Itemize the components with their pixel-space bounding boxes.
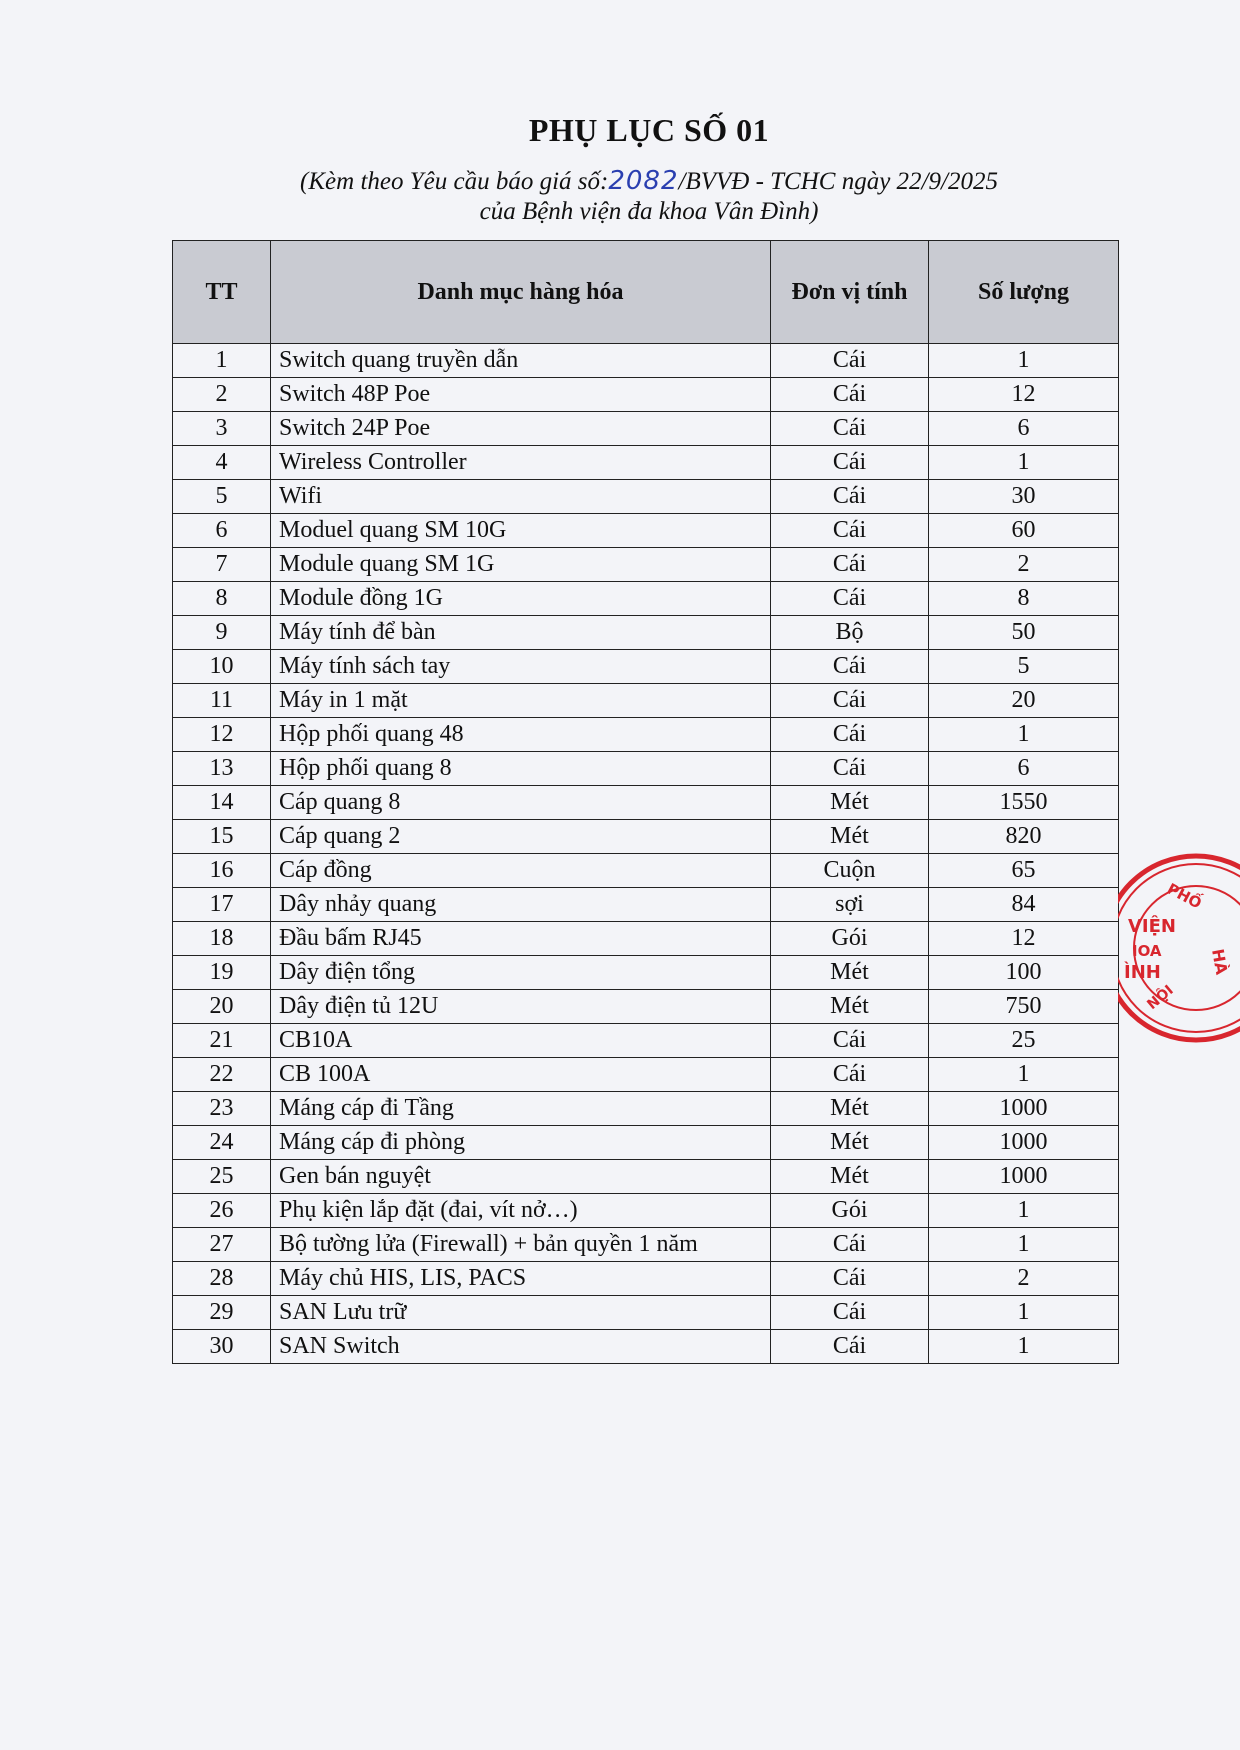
row-quantity: 25 bbox=[929, 1024, 1119, 1058]
row-unit: Gói bbox=[771, 1194, 929, 1228]
seal-text-5: HÀ bbox=[1208, 947, 1232, 977]
table-row bbox=[173, 1126, 1119, 1160]
row-unit: sợi bbox=[771, 888, 929, 922]
row-number: 7 bbox=[173, 548, 271, 582]
row-goods-name: Máy in 1 mặt bbox=[271, 684, 771, 718]
row-number: 25 bbox=[173, 1160, 271, 1194]
row-number: 27 bbox=[173, 1228, 271, 1262]
subtitle-line-1 bbox=[0, 166, 1240, 196]
table-row bbox=[173, 1296, 1119, 1330]
row-goods-name: Switch quang truyền dẫn bbox=[271, 344, 771, 378]
row-unit: Mét bbox=[771, 1092, 929, 1126]
row-goods-name: Hộp phối quang 48 bbox=[271, 718, 771, 752]
row-unit: Cái bbox=[771, 378, 929, 412]
row-quantity: 1000 bbox=[929, 1126, 1119, 1160]
row-unit: Cái bbox=[771, 1296, 929, 1330]
row-quantity: 1 bbox=[929, 1194, 1119, 1228]
row-quantity: 6 bbox=[929, 752, 1119, 786]
row-number: 23 bbox=[173, 1092, 271, 1126]
row-unit: Mét bbox=[771, 1160, 929, 1194]
table-row bbox=[173, 820, 1119, 854]
table-row bbox=[173, 1330, 1119, 1364]
table-row bbox=[173, 1058, 1119, 1092]
table-row bbox=[173, 718, 1119, 752]
row-number: 3 bbox=[173, 412, 271, 446]
row-unit: Cái bbox=[771, 344, 929, 378]
row-goods-name: Moduel quang SM 10G bbox=[271, 514, 771, 548]
row-number: 12 bbox=[173, 718, 271, 752]
row-number: 10 bbox=[173, 650, 271, 684]
row-quantity: 12 bbox=[929, 922, 1119, 956]
row-unit: Mét bbox=[771, 956, 929, 990]
row-goods-name: Module đồng 1G bbox=[271, 582, 771, 616]
row-goods-name: Máy tính để bàn bbox=[271, 616, 771, 650]
row-unit: Cái bbox=[771, 514, 929, 548]
row-goods-name: Gen bán nguyệt bbox=[271, 1160, 771, 1194]
row-number: 9 bbox=[173, 616, 271, 650]
row-quantity: 5 bbox=[929, 650, 1119, 684]
row-goods-name: Máy tính sách tay bbox=[271, 650, 771, 684]
table-row bbox=[173, 956, 1119, 990]
row-quantity: 2 bbox=[929, 1262, 1119, 1296]
row-unit: Cái bbox=[771, 1262, 929, 1296]
row-unit: Cái bbox=[771, 684, 929, 718]
row-goods-name: Dây điện tổng bbox=[271, 956, 771, 990]
row-quantity: 60 bbox=[929, 514, 1119, 548]
row-goods-name: CB 100A bbox=[271, 1058, 771, 1092]
row-number: 16 bbox=[173, 854, 271, 888]
row-unit: Cái bbox=[771, 1058, 929, 1092]
seal-text-6: NỘI bbox=[1144, 982, 1177, 1014]
header-unit: Đơn vị tính bbox=[771, 241, 929, 344]
table-row bbox=[173, 752, 1119, 786]
row-quantity: 1 bbox=[929, 1330, 1119, 1364]
row-goods-name: Wifi bbox=[271, 480, 771, 514]
row-unit: Gói bbox=[771, 922, 929, 956]
table-header-row bbox=[173, 241, 1119, 344]
row-goods-name: CB10A bbox=[271, 1024, 771, 1058]
table-row bbox=[173, 548, 1119, 582]
row-quantity: 65 bbox=[929, 854, 1119, 888]
header-goods-name: Danh mục hàng hóa bbox=[271, 241, 771, 344]
row-quantity: 1 bbox=[929, 1296, 1119, 1330]
row-goods-name: SAN Switch bbox=[271, 1330, 771, 1364]
red-seal-stamp bbox=[1118, 850, 1240, 1046]
row-goods-name: Máng cáp đi phòng bbox=[271, 1126, 771, 1160]
row-number: 13 bbox=[173, 752, 271, 786]
row-quantity: 1550 bbox=[929, 786, 1119, 820]
row-number: 15 bbox=[173, 820, 271, 854]
row-number: 20 bbox=[173, 990, 271, 1024]
row-goods-name: Hộp phối quang 8 bbox=[271, 752, 771, 786]
row-unit: Cuộn bbox=[771, 854, 929, 888]
row-unit: Mét bbox=[771, 990, 929, 1024]
table-row bbox=[173, 1092, 1119, 1126]
row-number: 28 bbox=[173, 1262, 271, 1296]
row-number: 19 bbox=[173, 956, 271, 990]
row-goods-name: Switch 48P Poe bbox=[271, 378, 771, 412]
subtitle-suffix: /BVVĐ - TCHC ngày 22/9/2025 bbox=[678, 168, 998, 195]
table-row bbox=[173, 786, 1119, 820]
row-number: 8 bbox=[173, 582, 271, 616]
page-title: PHỤ LỤC SỐ 01 bbox=[528, 112, 770, 148]
row-goods-name: Máng cáp đi Tầng bbox=[271, 1092, 771, 1126]
row-goods-name: Wireless Controller bbox=[271, 446, 771, 480]
row-quantity: 1000 bbox=[929, 1160, 1119, 1194]
row-goods-name: Đầu bấm RJ45 bbox=[271, 922, 771, 956]
row-quantity: 84 bbox=[929, 888, 1119, 922]
table-row bbox=[173, 480, 1119, 514]
table-row bbox=[173, 1194, 1119, 1228]
row-number: 29 bbox=[173, 1296, 271, 1330]
row-quantity: 20 bbox=[929, 684, 1119, 718]
row-goods-name: SAN Lưu trữ bbox=[271, 1296, 771, 1330]
row-quantity: 1000 bbox=[929, 1092, 1119, 1126]
row-quantity: 1 bbox=[929, 446, 1119, 480]
row-goods-name: Máy chủ HIS, LIS, PACS bbox=[271, 1262, 771, 1296]
row-quantity: 2 bbox=[929, 548, 1119, 582]
table-row bbox=[173, 990, 1119, 1024]
row-unit: Bộ bbox=[771, 616, 929, 650]
table-row bbox=[173, 1262, 1119, 1296]
row-quantity: 8 bbox=[929, 582, 1119, 616]
row-quantity: 30 bbox=[929, 480, 1119, 514]
subtitle-prefix: (Kèm theo Yêu cầu báo giá số: bbox=[300, 168, 609, 195]
table-row bbox=[173, 344, 1119, 378]
row-number: 4 bbox=[173, 446, 271, 480]
row-goods-name: Phụ kiện lắp đặt (đai, vít nở…) bbox=[271, 1194, 771, 1228]
row-quantity: 1 bbox=[929, 1058, 1119, 1092]
row-number: 24 bbox=[173, 1126, 271, 1160]
row-goods-name: Dây nhảy quang bbox=[271, 888, 771, 922]
row-unit: Cái bbox=[771, 718, 929, 752]
seal-text-1: PHỐ bbox=[1164, 879, 1205, 913]
table-row bbox=[173, 378, 1119, 412]
row-quantity: 750 bbox=[929, 990, 1119, 1024]
row-number: 6 bbox=[173, 514, 271, 548]
row-goods-name: Cáp quang 2 bbox=[271, 820, 771, 854]
seal-text-3: IOA bbox=[1132, 942, 1162, 960]
row-goods-name: Switch 24P Poe bbox=[271, 412, 771, 446]
row-unit: Cái bbox=[771, 412, 929, 446]
table-row bbox=[173, 616, 1119, 650]
table-row bbox=[173, 514, 1119, 548]
row-unit: Cái bbox=[771, 1228, 929, 1262]
row-number: 1 bbox=[173, 344, 271, 378]
table-row bbox=[173, 922, 1119, 956]
row-quantity: 100 bbox=[929, 956, 1119, 990]
row-quantity: 50 bbox=[929, 616, 1119, 650]
row-number: 14 bbox=[173, 786, 271, 820]
subtitle-line-2: của Bệnh viện đa khoa Vân Đình) bbox=[479, 198, 819, 225]
seal-text-4: ÌNH bbox=[1124, 962, 1161, 983]
row-goods-name: Module quang SM 1G bbox=[271, 548, 771, 582]
row-number: 26 bbox=[173, 1194, 271, 1228]
row-goods-name: Cáp quang 8 bbox=[271, 786, 771, 820]
row-goods-name: Cáp đồng bbox=[271, 854, 771, 888]
row-unit: Cái bbox=[771, 548, 929, 582]
row-unit: Mét bbox=[771, 786, 929, 820]
table-row bbox=[173, 650, 1119, 684]
table-row bbox=[173, 1160, 1119, 1194]
table-body bbox=[173, 344, 1119, 1364]
row-unit: Cái bbox=[771, 1024, 929, 1058]
table-row bbox=[173, 446, 1119, 480]
table-row bbox=[173, 888, 1119, 922]
row-quantity: 6 bbox=[929, 412, 1119, 446]
table-row bbox=[173, 1024, 1119, 1058]
row-number: 17 bbox=[173, 888, 271, 922]
row-goods-name: Dây điện tủ 12U bbox=[271, 990, 771, 1024]
table-row bbox=[173, 854, 1119, 888]
row-unit: Cái bbox=[771, 1330, 929, 1364]
row-quantity: 1 bbox=[929, 344, 1119, 378]
row-unit: Mét bbox=[771, 1126, 929, 1160]
row-number: 18 bbox=[173, 922, 271, 956]
handwritten-document-number: 2082 bbox=[608, 166, 679, 196]
row-quantity: 820 bbox=[929, 820, 1119, 854]
row-number: 11 bbox=[173, 684, 271, 718]
row-unit: Mét bbox=[771, 820, 929, 854]
row-number: 2 bbox=[173, 378, 271, 412]
table-row bbox=[173, 684, 1119, 718]
row-number: 21 bbox=[173, 1024, 271, 1058]
header-quantity: Số lượng bbox=[929, 241, 1119, 344]
row-quantity: 12 bbox=[929, 378, 1119, 412]
table-row bbox=[173, 1228, 1119, 1262]
row-quantity: 1 bbox=[929, 1228, 1119, 1262]
row-number: 22 bbox=[173, 1058, 271, 1092]
row-unit: Cái bbox=[771, 752, 929, 786]
row-number: 30 bbox=[173, 1330, 271, 1364]
table-row bbox=[173, 412, 1119, 446]
goods-table bbox=[172, 240, 1119, 1364]
row-quantity: 1 bbox=[929, 718, 1119, 752]
seal-text-2: VIỆN bbox=[1128, 916, 1176, 937]
row-unit: Cái bbox=[771, 650, 929, 684]
seal-graphic bbox=[1118, 850, 1240, 1046]
row-number: 5 bbox=[173, 480, 271, 514]
row-goods-name: Bộ tường lửa (Firewall) + bản quyền 1 năm bbox=[271, 1228, 771, 1262]
header-tt: TT bbox=[173, 241, 271, 344]
table-row bbox=[173, 582, 1119, 616]
row-unit: Cái bbox=[771, 582, 929, 616]
row-unit: Cái bbox=[771, 480, 929, 514]
row-unit: Cái bbox=[771, 446, 929, 480]
